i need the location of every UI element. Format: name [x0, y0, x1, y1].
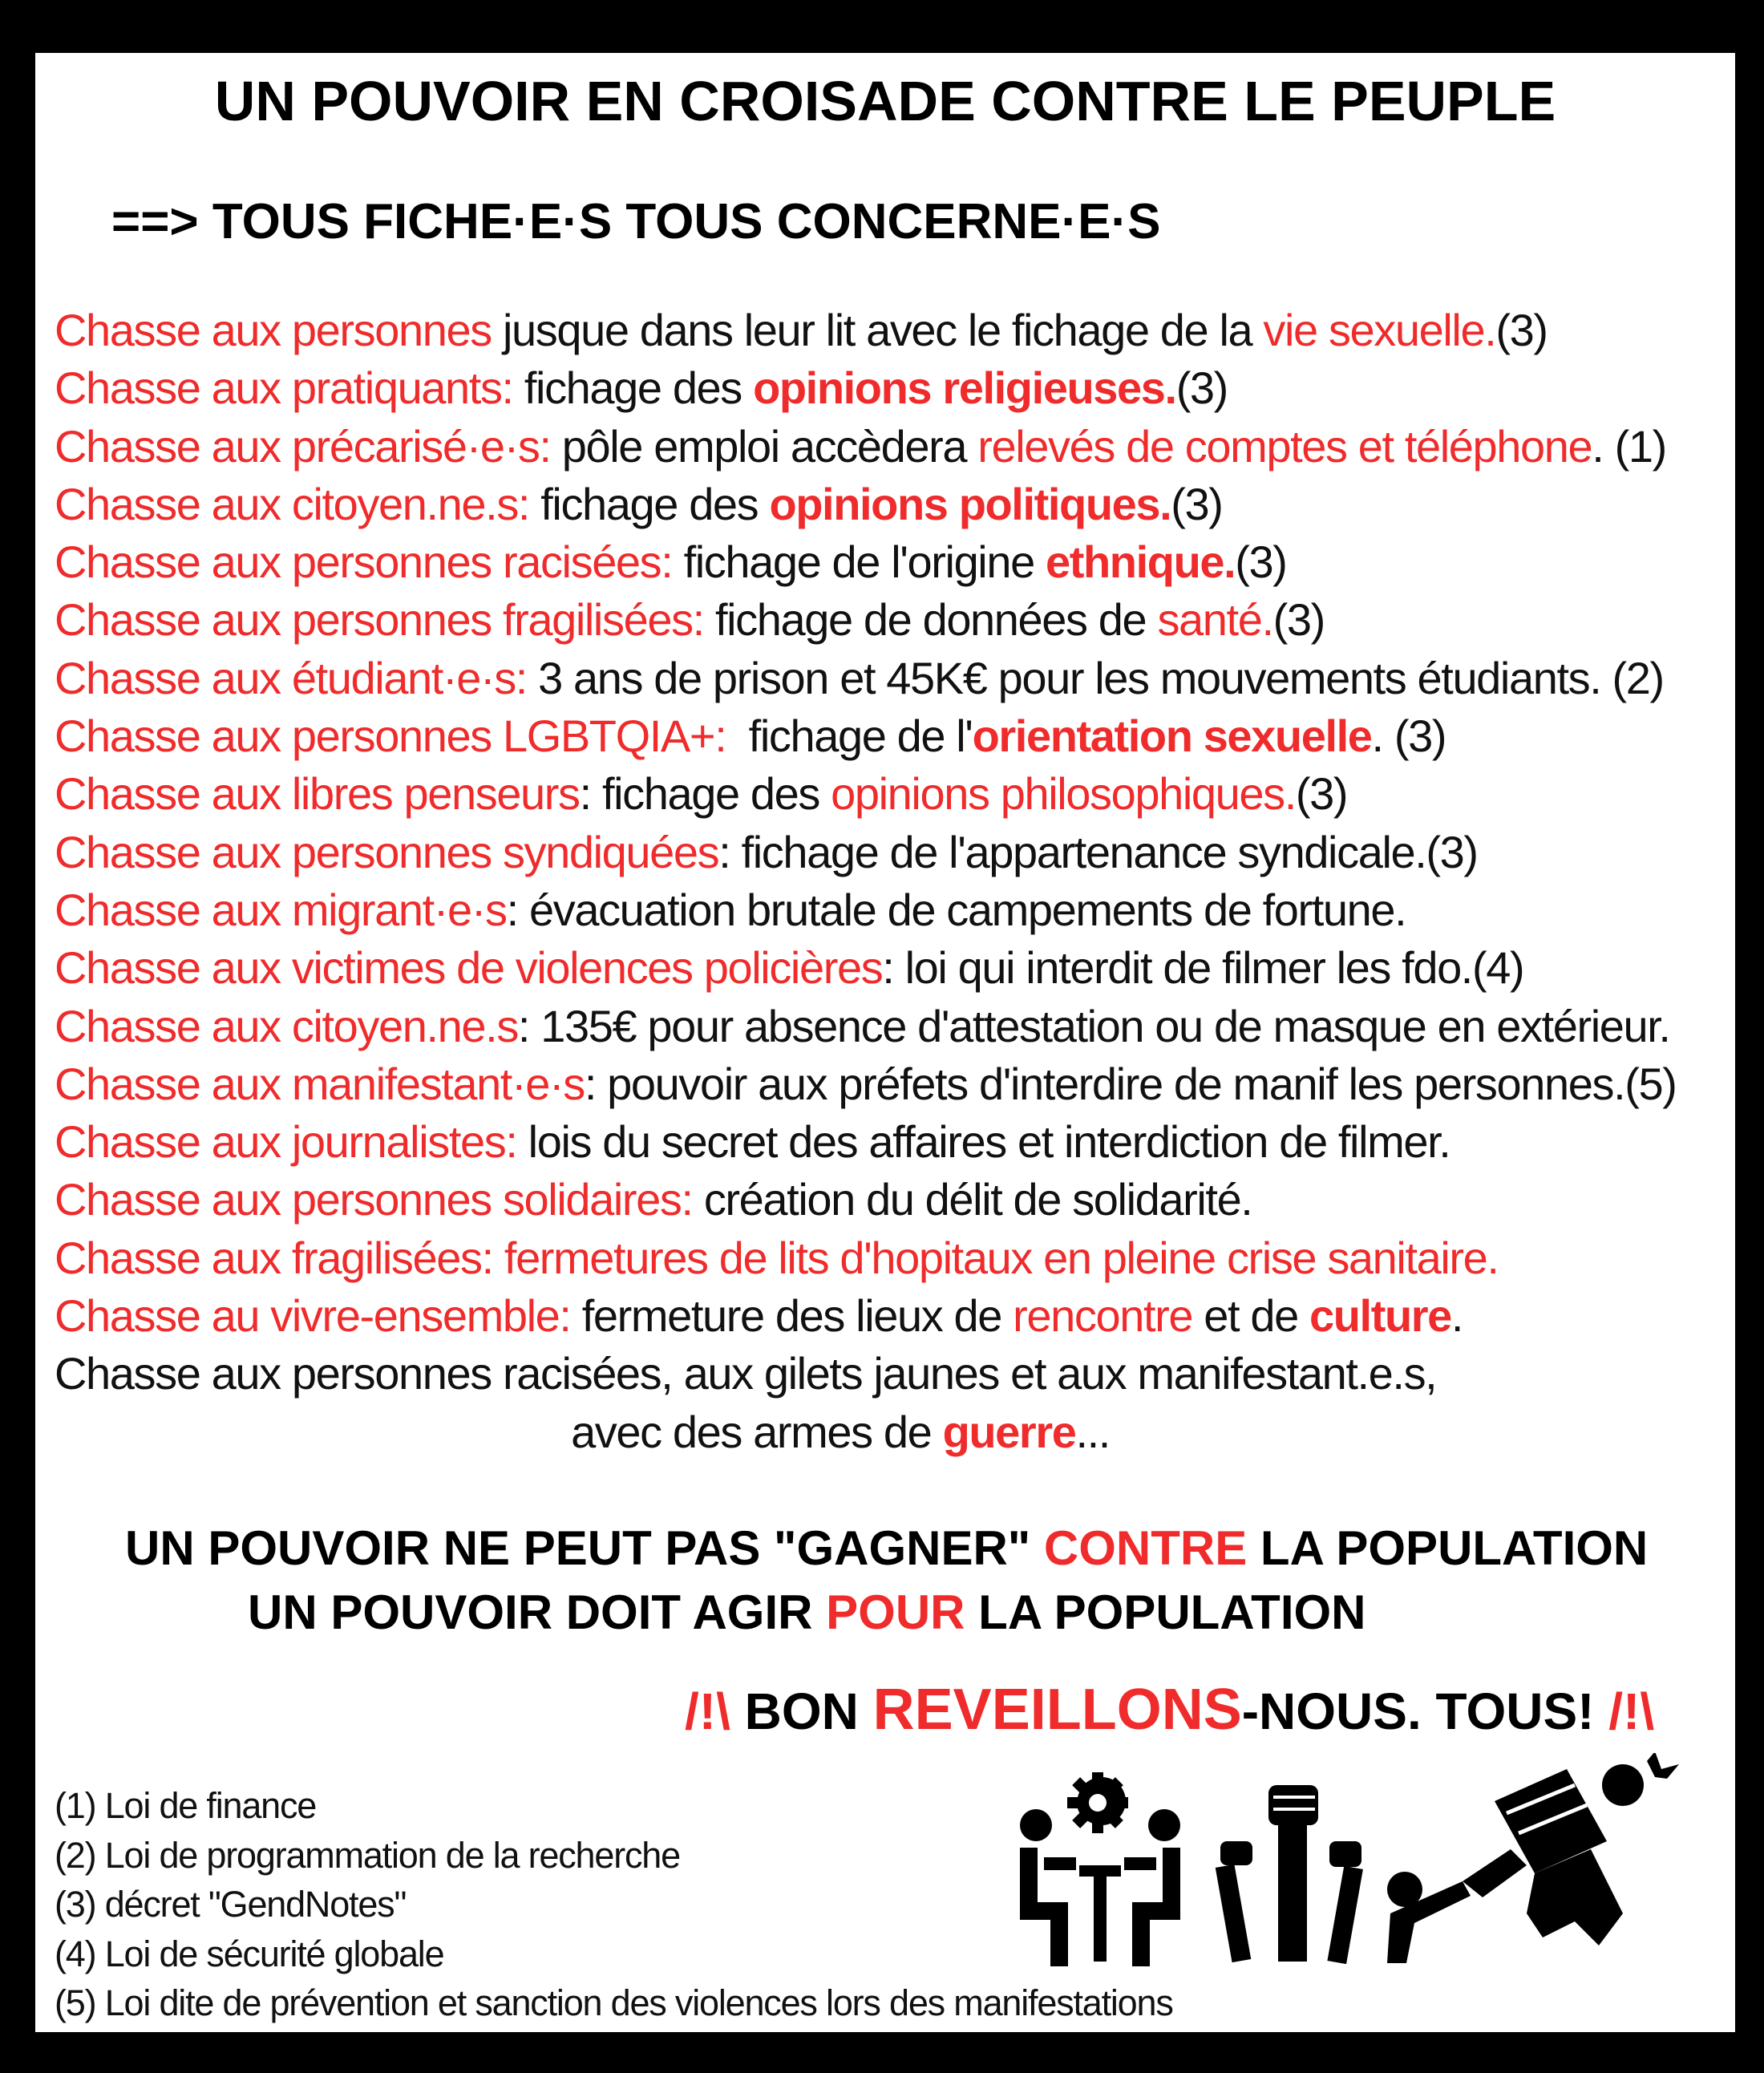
item-label: Chasse aux personnes fragilisées:	[55, 594, 704, 646]
subtitle: ==> TOUS FICHE·E·S TOUS CONCERNE·E·S	[111, 194, 1161, 249]
item-highlight: culture	[1309, 1290, 1451, 1342]
list-item	[55, 765, 1735, 823]
item-label: Chasse aux journalistes:	[55, 1116, 517, 1168]
item-text: fichage des	[512, 362, 754, 414]
item-ref: (3)	[1272, 594, 1325, 646]
item-highlight: vie sexuelle.	[1263, 305, 1496, 355]
item-text: fichage de données de	[703, 594, 1158, 646]
item-highlight: ethnique.	[1046, 536, 1236, 588]
item-label: Chasse aux libres penseurs	[55, 768, 580, 820]
footnote: (1) Loi de finance	[55, 1785, 317, 1826]
closing-highlight: guerre	[942, 1406, 1076, 1457]
closing-text: avec des armes de	[571, 1406, 943, 1457]
list-item	[55, 591, 1735, 649]
list-item	[55, 1229, 1735, 1287]
slogan-text: BON	[730, 1682, 873, 1740]
item-label: Chasse aux personnes syndiquées	[55, 826, 719, 877]
item-highlight: santé.	[1157, 594, 1273, 646]
slogan-text: -NOUS. TOUS!	[1241, 1682, 1609, 1740]
item-label: Chasse au vivre-ensemble:	[55, 1290, 571, 1342]
closing-ellipsis: ...	[1075, 1406, 1110, 1457]
slogan-text: LA POPULATION	[1247, 1521, 1649, 1575]
item-label: Chasse aux personnes LGBTQIA+:	[55, 711, 726, 762]
list-item	[55, 998, 1735, 1055]
hunt-list	[55, 302, 1735, 1461]
page-title: UN POUVOIR EN CROISADE CONTRE LE PEUPLE	[214, 70, 1556, 132]
list-item	[55, 359, 1735, 417]
item-text: et de	[1192, 1290, 1309, 1342]
icon-group	[1013, 1753, 1719, 2026]
warning-sign: /!\	[685, 1682, 730, 1740]
item-highlight: opinions politiques.	[769, 478, 1171, 529]
slogan-highlight: POUR	[826, 1585, 965, 1639]
slogan-text: LA POPULATION	[965, 1585, 1366, 1639]
list-item	[55, 1171, 1735, 1229]
list-item	[55, 1055, 1735, 1113]
item-label: Chasse aux étudiant·e·s:	[55, 652, 527, 703]
item-text: : fichage des	[579, 768, 831, 820]
item-highlight: relevés de comptes et téléphone	[977, 420, 1592, 472]
item-label: Chasse aux fragilisées:	[55, 1232, 493, 1283]
item-text: : fichage de l'appartenance syndicale.(3)	[718, 826, 1478, 877]
item-text: : pouvoir aux préfets d'interdire de manif les personnes.(5)	[584, 1058, 1677, 1109]
item-text: fermeture des lieux de	[570, 1290, 1013, 1342]
item-highlight: opinions religieuses.	[753, 362, 1176, 414]
meeting-gear-icon	[1020, 1772, 1180, 1966]
list-item	[55, 1287, 1735, 1345]
list-item	[55, 824, 1735, 881]
list-item	[55, 533, 1735, 591]
item-label: Chasse aux citoyen.ne.s	[55, 1000, 518, 1051]
footnotes	[55, 1781, 1173, 2028]
item-text: fichage des	[529, 478, 770, 529]
item-text: fermetures de lits d'hopitaux en pleine crise sanitaire.	[492, 1232, 1499, 1283]
item-label: Chasse aux personnes solidaires:	[55, 1174, 693, 1225]
item-text: pôle emploi accèdera	[550, 420, 978, 472]
item-ref: . (1)	[1592, 420, 1666, 472]
item-label: Chasse aux victimes de violences policières	[55, 942, 883, 994]
list-item	[55, 650, 1735, 707]
item-label: Chasse aux personnes racisées:	[55, 536, 673, 588]
item-text: .	[1450, 1290, 1463, 1342]
item-label: Chasse aux citoyen.ne.s:	[55, 478, 530, 529]
item-text: 3 ans de prison et 45K€ pour les mouvements étudiants. (2)	[526, 652, 1664, 703]
item-label: Chasse aux manifestant·e·s	[55, 1058, 585, 1109]
footnote: (5) Loi dite de prévention et sanction des violences lors des manifestations	[55, 1982, 1173, 2023]
item-text: : évacuation brutale de campements de fortune.	[506, 884, 1406, 935]
item-text: fichage de l'origine	[672, 536, 1046, 588]
list-item	[55, 418, 1735, 476]
police-pushing-protester-icon	[1387, 1753, 1679, 1963]
list-item	[55, 302, 1735, 359]
slogan-line-2	[248, 1585, 1366, 1640]
item-ref: (3)	[1175, 362, 1228, 414]
list-item	[55, 881, 1735, 939]
item-highlight: opinions philosophiques.	[831, 768, 1296, 820]
item-label: Chasse aux personnes	[55, 305, 492, 355]
item-highlight: orientation sexuelle	[972, 711, 1372, 762]
item-ref: (3)	[1235, 536, 1287, 588]
slogan-highlight: REVEILLONS	[872, 1678, 1242, 1742]
item-label: Chasse aux migrant·e·s	[55, 884, 507, 935]
list-item	[55, 707, 1735, 765]
slogan-line-1	[125, 1520, 1648, 1576]
item-text: lois du secret des affaires et interdiction de filmer.	[516, 1116, 1450, 1168]
slogan-text: UN POUVOIR NE PEUT PAS "GAGNER"	[125, 1521, 1044, 1575]
slogan-text: UN POUVOIR DOIT AGIR	[248, 1585, 827, 1639]
item-text: : 135€ pour absence d'attestation ou de masque en extérieur.	[517, 1000, 1670, 1051]
raised-fists-icon	[1216, 1785, 1363, 1964]
warning-sign: /!\	[1608, 1682, 1655, 1740]
item-text: jusque dans leur lit avec le fichage de la	[491, 305, 1264, 355]
item-ref: (3)	[1295, 768, 1348, 820]
footnote: (2) Loi de programmation de la recherche	[55, 1834, 680, 1876]
footnote: (4) Loi de sécurité globale	[55, 1933, 444, 1974]
poster	[35, 53, 1735, 2032]
item-ref: (3)	[1171, 478, 1223, 529]
item-text: fichage de l'	[726, 711, 973, 762]
item-highlight: rencontre	[1013, 1290, 1193, 1342]
footnote: (3) décret "GendNotes"	[55, 1884, 407, 1925]
slogan-highlight: CONTRE	[1043, 1521, 1248, 1575]
list-item	[55, 939, 1735, 997]
item-label: Chasse aux pratiquants:	[55, 362, 513, 414]
item-ref: . (3)	[1371, 711, 1446, 762]
list-item	[55, 1113, 1735, 1171]
slogan-line-3	[685, 1677, 1654, 1743]
item-text: : loi qui interdit de filmer les fdo.(4)	[882, 942, 1524, 994]
list-item	[55, 476, 1735, 533]
item-text: création du délit de solidarité.	[692, 1174, 1252, 1225]
closing-line-1: Chasse aux personnes racisées, aux gilets jaunes et aux manifestant.e.s,	[55, 1348, 1437, 1399]
closing-line-2	[55, 1403, 1735, 1461]
item-label: Chasse aux précarisé·e·s:	[55, 420, 551, 472]
item-ref: (3)	[1495, 305, 1548, 355]
